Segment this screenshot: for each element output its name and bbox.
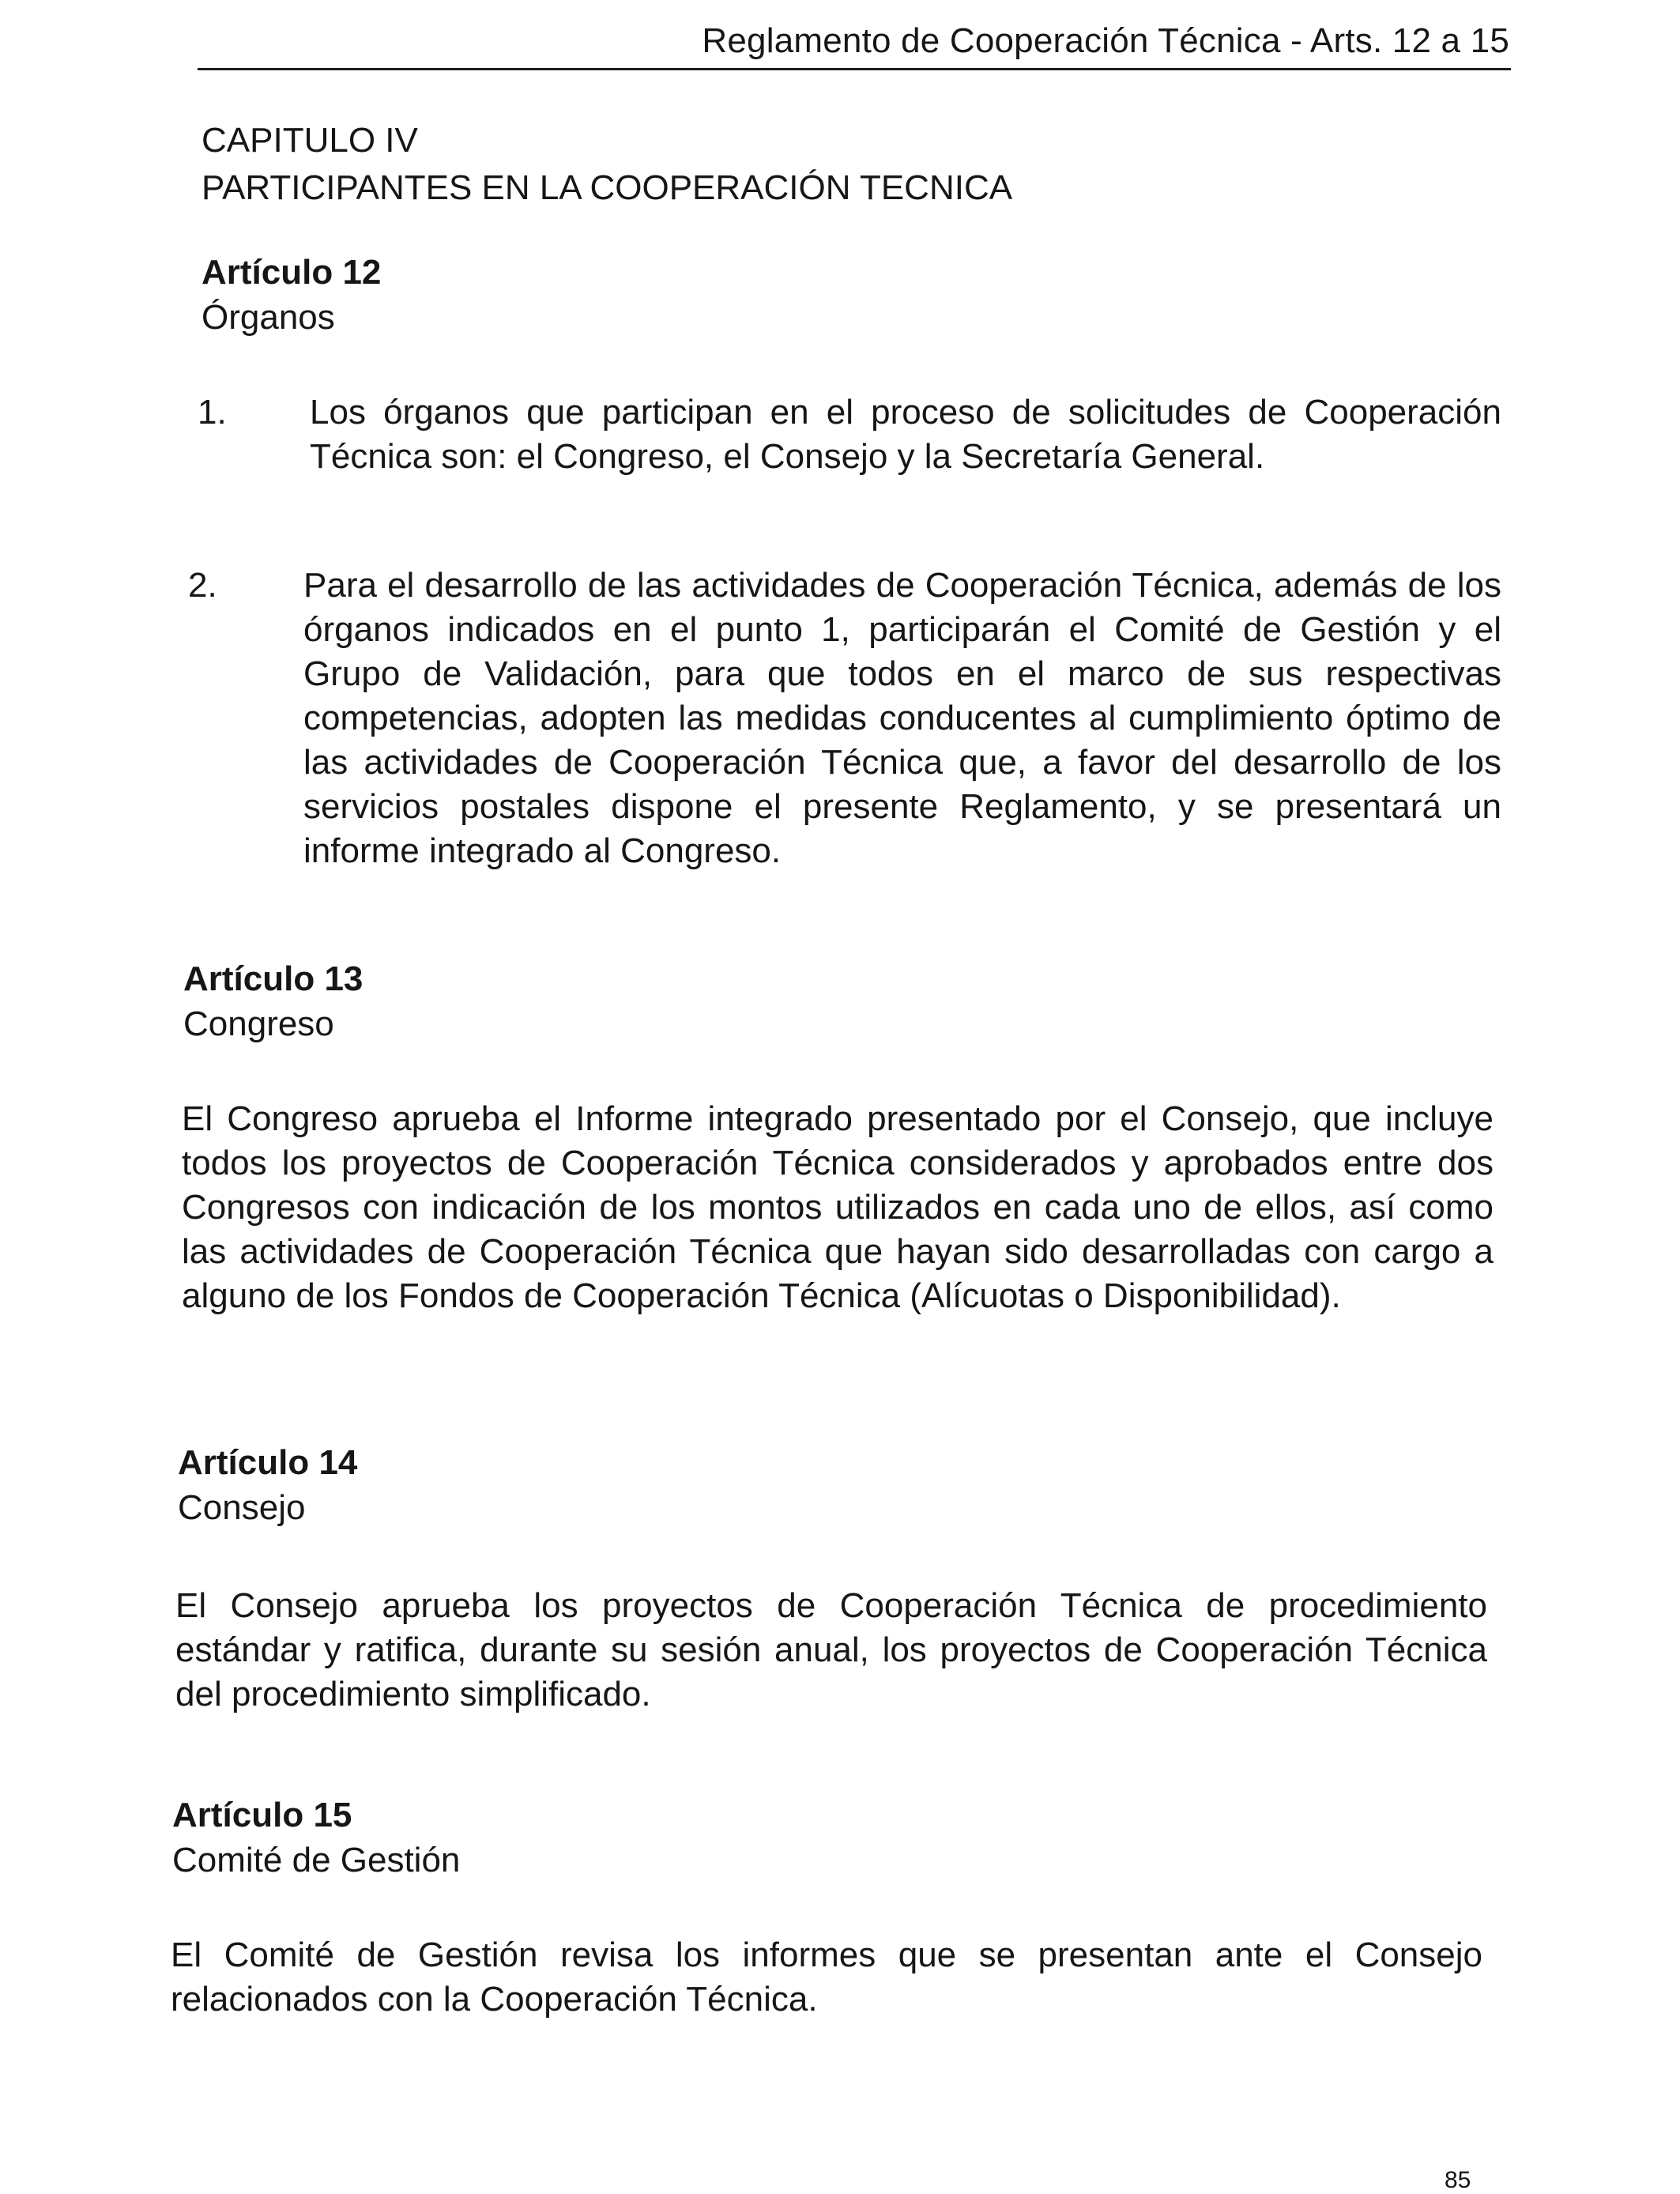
article-14-heading: [178, 1440, 357, 1530]
article-subtitle: Consejo: [178, 1488, 306, 1527]
item-number: 2.: [188, 566, 217, 605]
article-subtitle: Congreso: [183, 1005, 334, 1043]
item-text: Los órganos que participan en el proceso de solicitudes de Cooperación Técnica son: el Congreso, el Consejo y la Secretaría General.: [310, 393, 1501, 476]
article-12-heading: [202, 250, 381, 340]
running-header: Reglamento de Cooperación Técnica - Arts. 12 a 15: [702, 21, 1509, 60]
chapter-heading: [202, 117, 1012, 212]
article-title: Artículo 13: [183, 959, 363, 998]
item-number: 1.: [198, 393, 227, 432]
chapter-title: PARTICIPANTES EN LA COOPERACIÓN TECNICA: [202, 168, 1013, 207]
page-number: 85: [1445, 2167, 1471, 2193]
header-rule: [198, 68, 1511, 70]
article-text: El Congreso aprueba el Informe integrado presentado por el Consejo, que incluye todos los proyectos de Cooperación Técnica considerados y aprobados entre dos Congresos con indicación de los montos utilizados en cada uno de ellos, así como las actividades de Cooperación Técnica que hayan sido desarrolladas con cargo a alguno de los Fondos de Cooperación Técnica (Alícuotas o Disponibilidad).: [182, 1099, 1494, 1315]
article-text: El Consejo aprueba los proyectos de Cooperación Técnica de procedimiento estándar y ratifica, durante su sesión anual, los proyectos de Cooperación Técnica del procedimiento simplificado.: [175, 1586, 1487, 1713]
article-13-heading: [183, 956, 363, 1046]
article-subtitle: Órganos: [202, 298, 335, 337]
article-title: Artículo 12: [202, 253, 382, 292]
article-text: El Comité de Gestión revisa los informes que se presentan ante el Consejo relacionados con la Cooperación Técnica.: [171, 1936, 1482, 2019]
chapter-number: CAPITULO IV: [202, 121, 418, 160]
item-text: Para el desarrollo de las actividades de Cooperación Técnica, además de los órganos indicados en el punto 1, participarán el Comité de Gestión y el Grupo de Validación, para que todos en el marco de sus respectivas competencias, adopten las medidas conducentes al cumplimiento óptimo de las actividades de Cooperación Técnica que, a favor del desarrollo de los servicios postales dispone el presente Reglamento, y se presentará un informe integrado al Congreso.: [303, 566, 1501, 870]
article-15-heading: [172, 1793, 460, 1883]
article-title: Artículo 15: [172, 1796, 352, 1834]
article-title: Artículo 14: [178, 1443, 358, 1482]
article-subtitle: Comité de Gestión: [172, 1841, 461, 1879]
